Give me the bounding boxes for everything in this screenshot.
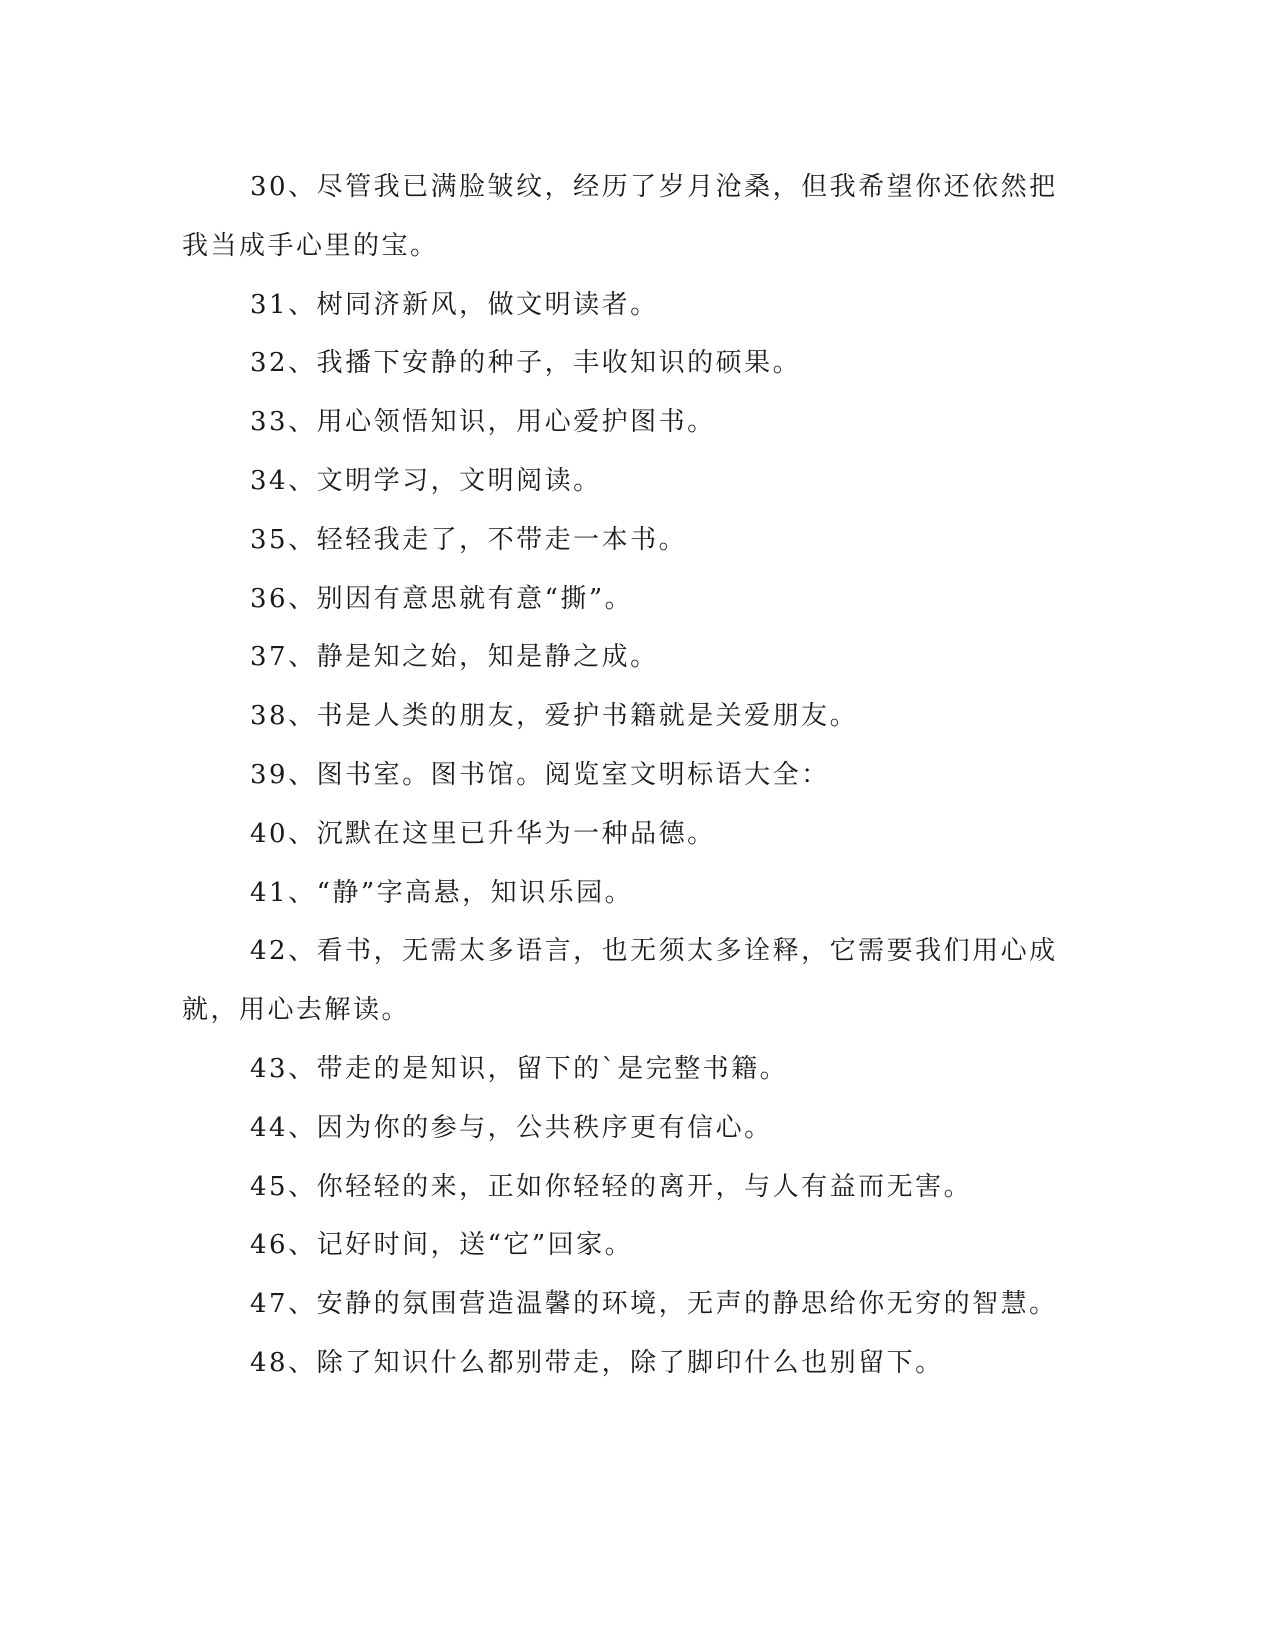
paragraph-38: 38、书是人类的朋友，爱护书籍就是关爱朋友。 [250, 701, 859, 732]
paragraph-48: 48、除了知识什么都别带走，除了脚印什么也别留下。 [250, 1347, 944, 1378]
paragraph-35: 35、轻轻我走了，不带走一本书。 [250, 524, 688, 555]
paragraph-34: 34、文明学习，文明阅读。 [250, 465, 602, 496]
paragraph-47: 47、安静的氛围营造温馨的环境，无声的静思给你无穷的智慧。 [250, 1289, 1058, 1320]
paragraph-39: 39、图书室。图书馆。阅览室文明标语大全： [250, 759, 830, 790]
paragraph-32: 32、我播下安静的种子，丰收知识的硕果。 [250, 348, 802, 379]
paragraph-42: 42、看书，无需太多语言，也无须太多诠释，它需要我们用心成就，用心去解读。 [182, 936, 1058, 1026]
paragraph-45: 45、你轻轻的来，正如你轻轻的离开，与人有益而无害。 [250, 1171, 973, 1202]
paragraph-46: 46、记好时间，送“它”回家。 [250, 1230, 634, 1261]
paragraph-30: 30、尽管我已满脸皱纹，经历了岁月沧桑，但我希望你还依然把我当成手心里的宝。 [182, 172, 1058, 261]
paragraph-40: 40、沉默在这里已升华为一种品德。 [250, 818, 716, 849]
paragraph-36: 36、别因有意思就有意“撕”。 [250, 583, 634, 614]
paragraph-33: 33、用心领悟知识，用心爱护图书。 [250, 407, 716, 438]
paragraph-37: 37、静是知之始，知是静之成。 [250, 642, 659, 673]
paragraph-41: 41、“静”字高悬，知识乐园。 [250, 877, 634, 908]
paragraph-43: 43、带走的是知识，留下的`是完整书籍。 [250, 1053, 789, 1084]
document-body [182, 158, 1062, 1393]
paragraph-31: 31、树同济新风，做文明读者。 [250, 289, 659, 320]
paragraph-44: 44、因为你的参与，公共秩序更有信心。 [250, 1112, 773, 1143]
